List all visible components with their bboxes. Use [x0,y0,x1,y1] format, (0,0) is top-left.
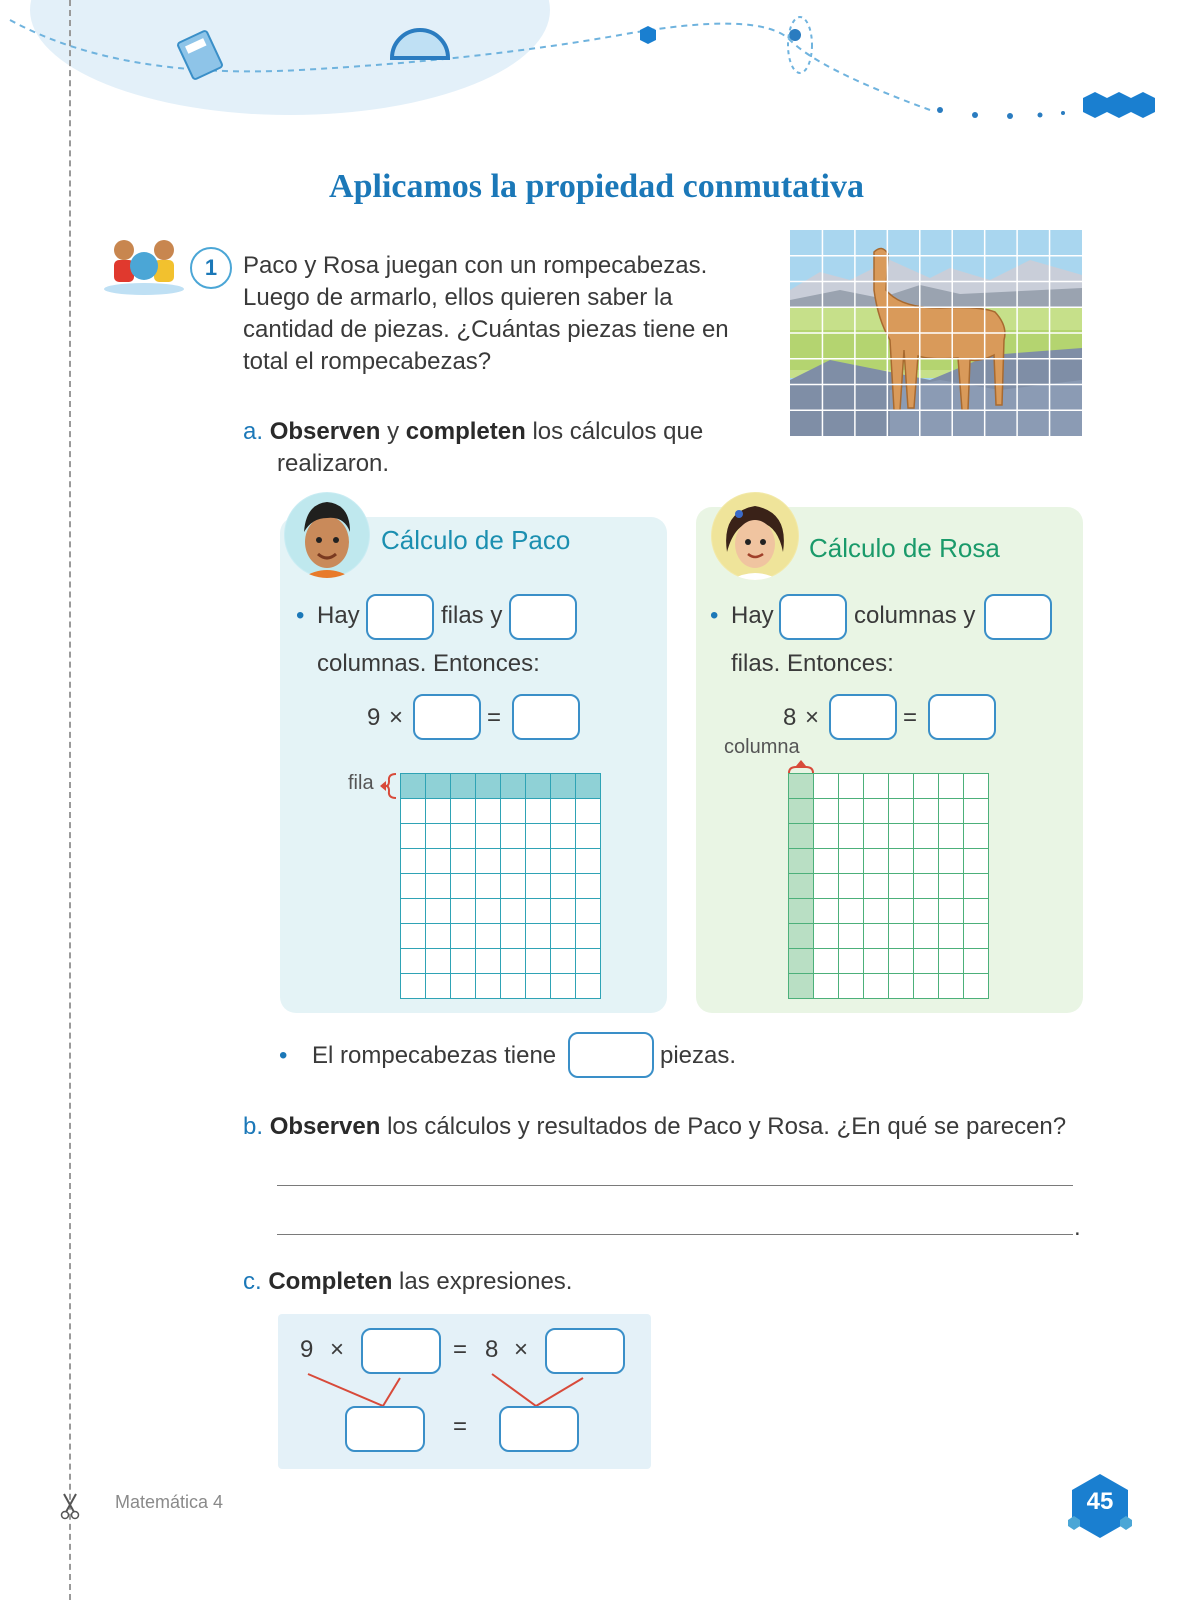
paco-hay: Hay [317,602,360,629]
grid-cell [550,898,576,924]
grid-cell [863,973,889,999]
part-b-rest: los cálculos y resultados de Paco y Rosa. ¿En qué se parecen? [387,1113,1067,1140]
grid-cell [913,923,939,949]
part-b-verb: Observen [269,1113,381,1140]
grid-cell [575,773,601,799]
grid-cell [575,798,601,824]
paco-grid [400,773,600,998]
grid-cell [500,773,526,799]
problem-line: Luego de armarlo, ellos quieren saber la [243,284,673,311]
grid-cell [550,948,576,974]
grid-cell [475,923,501,949]
paco-title: Cálculo de Paco [381,525,571,555]
problem-number: 1 [190,247,232,289]
grid-cell [475,948,501,974]
expr-equals: = [453,1336,468,1363]
grid-cell [450,773,476,799]
grid-cell [888,873,914,899]
rosa-rows-box[interactable] [984,594,1052,640]
page-title: Aplicamos la propiedad conmutativa [329,168,864,205]
grid-cell [913,898,939,924]
paco-cols-box[interactable] [509,594,577,640]
grid-cell [963,923,989,949]
grid-cell [475,898,501,924]
part-a-instruction [243,416,763,480]
grid-cell [913,798,939,824]
grid-cell [500,923,526,949]
answer-line[interactable] [277,1185,1073,1186]
grid-cell [963,898,989,924]
rosa-factor-box[interactable] [829,694,897,740]
grid-cell [838,898,864,924]
grid-cell [913,973,939,999]
paco-times: × [389,704,404,731]
grid-cell [838,773,864,799]
grid-cell [400,848,426,874]
grid-cell [963,798,989,824]
grid-cell [863,798,889,824]
grid-cell [575,898,601,924]
grid-cell [888,823,914,849]
grid-cell [425,948,451,974]
grid-cell [525,773,551,799]
grid-cell [425,798,451,824]
grid-cell [963,848,989,874]
part-a-line2: realizaron. [277,450,390,477]
grid-cell [938,948,964,974]
paco-line2: columnas. Entonces: [317,650,540,677]
grid-cell [525,823,551,849]
rosa-line2: filas. Entonces: [731,650,894,677]
rosa-factor: 8 [783,704,797,731]
paco-avatar [284,492,370,578]
grid-cell [500,823,526,849]
grid-cell [963,773,989,799]
grid-cell [425,823,451,849]
grid-cell [450,848,476,874]
row-bracket-icon [378,772,400,800]
grid-cell [838,948,864,974]
grid-cell [938,848,964,874]
answer-end-dot: . [1074,1214,1081,1241]
connector-lines [278,1314,651,1469]
rosa-avatar [711,492,799,580]
grid-cell [938,898,964,924]
grid-cell [400,973,426,999]
grid-cell [425,848,451,874]
part-a-connector: y [387,418,400,445]
rosa-grid-label: columna [724,736,800,758]
grid-cell [838,973,864,999]
rosa-equals: = [903,704,918,731]
paco-mid: filas y [441,602,503,629]
grid-cell [450,973,476,999]
grid-cell [788,823,814,849]
grid-cell [863,923,889,949]
grid-cell [425,898,451,924]
grid-cell [575,923,601,949]
grid-cell [788,798,814,824]
page-number: 45 [1086,1488,1114,1515]
grid-cell [888,923,914,949]
grid-cell [863,773,889,799]
problem-line: Paco y Rosa juegan con un rompecabezas. [243,252,708,279]
grid-cell [938,798,964,824]
grid-cell [913,848,939,874]
total-text: El rompecabezas tiene [312,1042,557,1069]
grid-cell [913,823,939,849]
grid-cell [863,873,889,899]
header-decoration [0,0,1193,140]
grid-cell [425,873,451,899]
total-unit: piezas. [660,1042,737,1069]
grid-cell [813,973,839,999]
grid-cell [475,848,501,874]
grid-cell [550,873,576,899]
grid-cell [525,873,551,899]
grid-cell [525,798,551,824]
rosa-times: × [805,704,820,731]
grid-cell [550,973,576,999]
kids-reading-icon [102,234,186,296]
grid-cell [788,948,814,974]
paco-bullet: • [296,602,305,629]
grid-cell [400,773,426,799]
grid-cell [938,873,964,899]
grid-cell [475,798,501,824]
grid-cell [788,923,814,949]
grid-cell [575,948,601,974]
grid-cell [788,973,814,999]
grid-cell [575,973,601,999]
grid-cell [813,823,839,849]
grid-cell [813,848,839,874]
rosa-title: Cálculo de Rosa [809,533,1000,563]
grid-cell [500,973,526,999]
grid-cell [575,823,601,849]
grid-cell [888,898,914,924]
total-box[interactable] [568,1032,654,1078]
problem-line: cantidad de piezas. ¿Cuántas piezas tiene en [243,316,729,343]
grid-cell [838,848,864,874]
grid-cell [938,923,964,949]
expr-right-factor: 8 [485,1336,499,1363]
total-bullet: • [279,1042,288,1069]
problem-text [243,250,783,378]
grid-cell [500,873,526,899]
grid-cell [913,773,939,799]
grid-cell [400,798,426,824]
rosa-mid: columnas y [854,602,976,629]
grid-cell [963,873,989,899]
part-c-letter: c. [243,1268,262,1295]
paco-grid-label: fila [348,772,374,794]
grid-cell [525,948,551,974]
part-a-verb1: Observen [269,418,381,445]
grid-cell [813,773,839,799]
column-bracket-icon [787,758,815,774]
grid-cell [450,873,476,899]
grid-cell [400,873,426,899]
grid-cell [475,873,501,899]
part-c-instruction [243,1266,572,1298]
grid-cell [913,873,939,899]
rosa-hay: Hay [731,602,774,629]
paco-factor-box[interactable] [413,694,481,740]
grid-cell [938,973,964,999]
grid-cell [425,973,451,999]
grid-cell [400,923,426,949]
grid-cell [425,773,451,799]
grid-cell [963,973,989,999]
grid-cell [863,848,889,874]
grid-cell [938,823,964,849]
grid-cell [450,898,476,924]
expr-left-factor: 9 [300,1336,314,1363]
grid-cell [963,948,989,974]
grid-cell [400,823,426,849]
grid-cell [500,848,526,874]
grid-cell [788,898,814,924]
rosa-grid [788,773,988,998]
grid-cell [813,873,839,899]
grid-cell [813,948,839,974]
paco-rows-box[interactable] [366,594,434,640]
scissors-icon [59,1492,81,1520]
answer-line[interactable] [277,1234,1073,1235]
grid-cell [450,798,476,824]
rosa-cols-box[interactable] [779,594,847,640]
grid-cell [450,948,476,974]
grid-cell [888,773,914,799]
grid-cell [550,798,576,824]
grid-cell [838,823,864,849]
grid-cell [863,823,889,849]
grid-cell [550,823,576,849]
grid-cell [475,973,501,999]
expr-left-times: × [330,1336,345,1363]
grid-cell [788,848,814,874]
grid-cell [475,773,501,799]
part-a-rest: los cálculos que [532,418,704,445]
grid-cell [500,798,526,824]
part-a-verb2: completen [405,418,526,445]
grid-cell [575,848,601,874]
grid-cell [575,873,601,899]
grid-cell [813,923,839,949]
grid-cell [888,973,914,999]
grid-cell [550,773,576,799]
grid-cell [813,798,839,824]
paco-result-box[interactable] [512,694,580,740]
rosa-bullet: • [710,602,719,629]
grid-cell [813,898,839,924]
part-a-letter: a. [243,418,264,445]
expr-result-equals: = [453,1413,468,1440]
grid-cell [400,898,426,924]
grid-cell [938,773,964,799]
grid-cell [525,973,551,999]
grid-cell [525,923,551,949]
grid-cell [500,898,526,924]
part-c-verb: Completen [268,1268,393,1295]
grid-cell [400,948,426,974]
grid-cell [500,948,526,974]
puzzle-picture [790,230,1082,436]
grid-cell [450,823,476,849]
footer-book-title: Matemática 4 [115,1492,224,1512]
grid-cell [888,848,914,874]
grid-cell [450,923,476,949]
problem-line: total el rompecabezas? [243,348,492,375]
grid-cell [550,923,576,949]
part-c-rest: las expresiones. [399,1268,573,1295]
expr-left-result-box[interactable] [345,1406,425,1452]
part-b-instruction [243,1111,1103,1143]
grid-cell [525,848,551,874]
grid-cell [525,898,551,924]
grid-cell [475,823,501,849]
expr-right-result-box[interactable] [499,1406,579,1452]
grid-cell [863,898,889,924]
grid-cell [888,798,914,824]
cut-line [69,0,71,1600]
paco-equals: = [487,704,502,731]
grid-cell [838,873,864,899]
grid-cell [838,798,864,824]
expr-right-times: × [514,1336,529,1363]
grid-cell [863,948,889,974]
grid-cell [913,948,939,974]
grid-cell [838,923,864,949]
paco-factor: 9 [367,704,381,731]
part-b-letter: b. [243,1113,264,1140]
grid-cell [788,873,814,899]
grid-cell [888,948,914,974]
rosa-result-box[interactable] [928,694,996,740]
grid-cell [963,823,989,849]
grid-cell [425,923,451,949]
grid-cell [788,773,814,799]
grid-cell [550,848,576,874]
